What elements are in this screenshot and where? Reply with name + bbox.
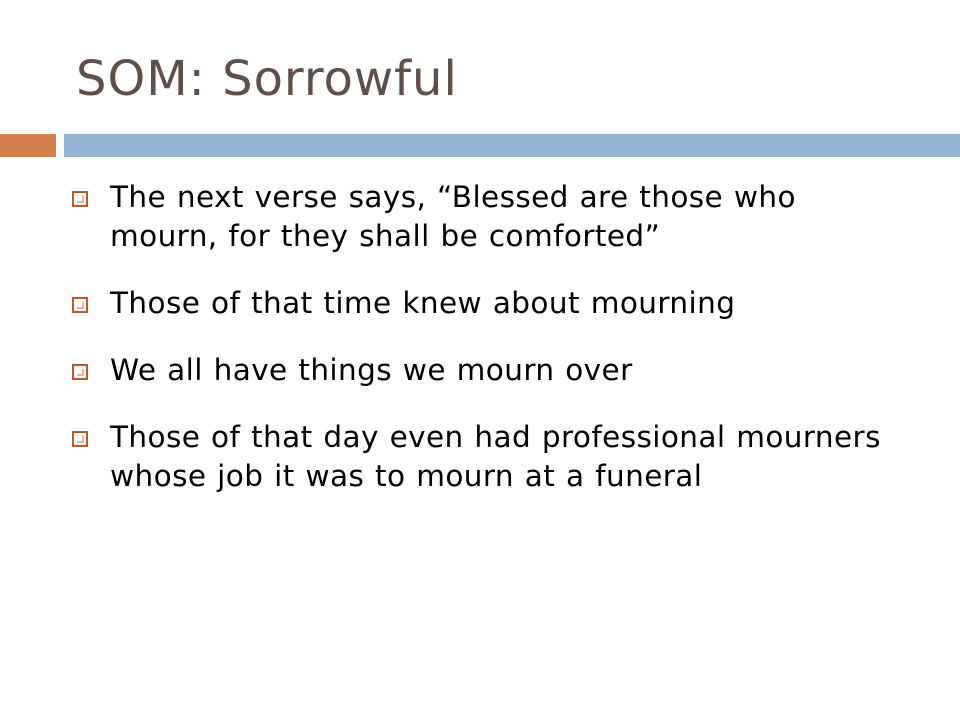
bullet-item — [72, 284, 892, 323]
bullet-item — [72, 351, 892, 390]
hollow-square-bullet-icon — [72, 364, 88, 380]
bullet-text: Those of that time knew about mourning — [110, 286, 736, 320]
slide-title: SOM: Sorrowful — [76, 51, 458, 107]
bullet-text: The next verse says, “Blessed are those who mourn, for they shall be comforted” — [110, 180, 796, 253]
bullet-list — [72, 178, 892, 524]
hollow-square-bullet-icon — [72, 431, 88, 447]
bullet-text: We all have things we mourn over — [110, 353, 633, 387]
title-divider-bar — [64, 134, 960, 157]
hollow-square-bullet-icon — [72, 297, 88, 313]
bullet-item — [72, 418, 892, 496]
hollow-square-bullet-icon — [72, 191, 88, 207]
bullet-text: Those of that day even had professional mourners whose job it was to mourn at a funeral — [110, 420, 881, 493]
bullet-item — [72, 178, 892, 256]
title-accent-bar — [0, 134, 56, 157]
